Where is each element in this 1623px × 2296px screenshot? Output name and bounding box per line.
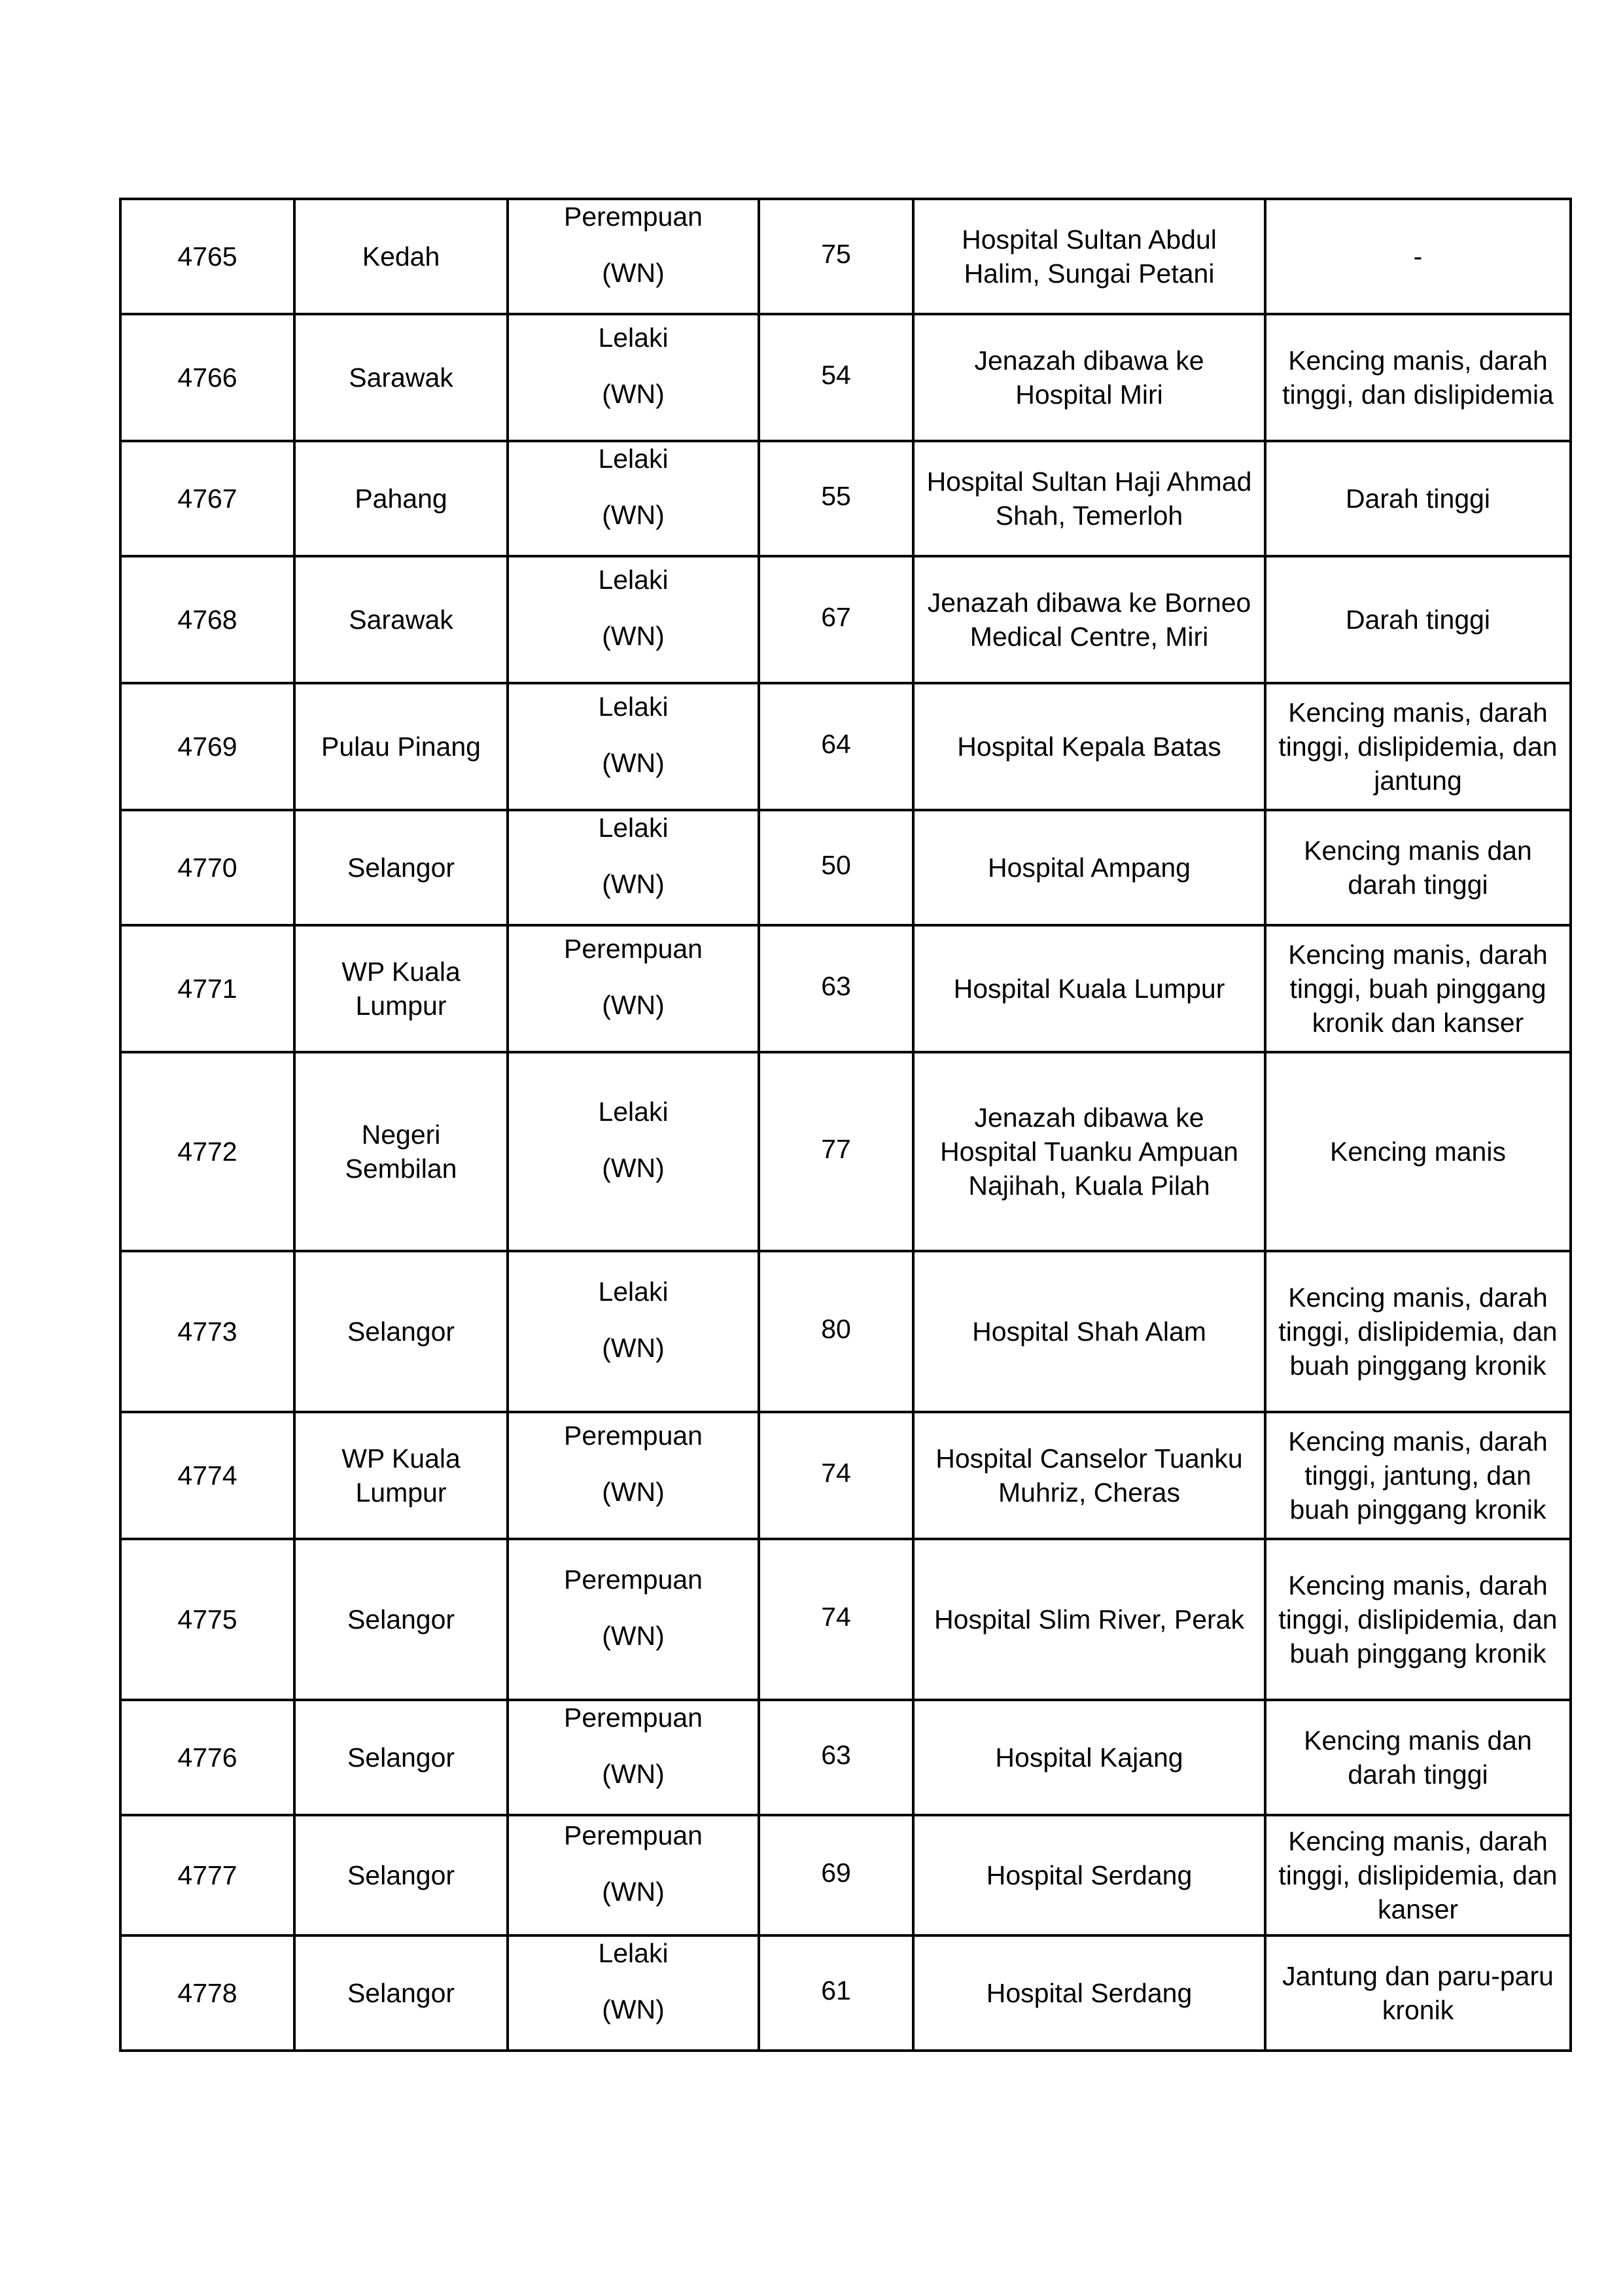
gender-cell	[508, 1052, 759, 1251]
gender-cell	[508, 1539, 759, 1700]
state-cell: Selangor	[294, 1935, 508, 2051]
state-cell: Selangor	[294, 1539, 508, 1700]
age-cell: 80	[759, 1251, 913, 1412]
age-cell: 50	[759, 810, 913, 925]
gender-text: Lelaki	[598, 1097, 669, 1127]
nationality-text: (WN)	[602, 1333, 665, 1363]
age-cell: 61	[759, 1935, 913, 2051]
gender-cell	[508, 810, 759, 925]
hospital-cell: Hospital Serdang	[913, 1815, 1265, 1935]
age-cell: 69	[759, 1815, 913, 1935]
death-cases-table	[119, 198, 1572, 2052]
state-cell: Selangor	[294, 1700, 508, 1815]
nationality-text: (WN)	[602, 621, 665, 651]
gender-cell	[508, 925, 759, 1052]
nationality-text: (WN)	[602, 1153, 665, 1183]
hospital-cell: Hospital Shah Alam	[913, 1251, 1265, 1412]
gender-cell	[508, 556, 759, 683]
table-row	[120, 441, 1571, 556]
hospital-cell: Hospital Kuala Lumpur	[913, 925, 1265, 1052]
table-row	[120, 1700, 1571, 1815]
gender-text: Lelaki	[598, 1277, 669, 1307]
gender-cell	[508, 1412, 759, 1539]
age-cell: 54	[759, 314, 913, 441]
nationality-text: (WN)	[602, 869, 665, 899]
gender-cell	[508, 1700, 759, 1815]
gender-text: Lelaki	[598, 565, 669, 595]
nationality-text: (WN)	[602, 258, 665, 288]
hospital-cell: Hospital Sultan Abdul Halim, Sungai Petani	[913, 199, 1265, 314]
gender-text: Perempuan	[564, 1421, 703, 1451]
gender-text: Perempuan	[564, 1564, 703, 1595]
gender-text: Perempuan	[564, 202, 703, 232]
case-number-cell: 4772	[120, 1052, 294, 1251]
comorbidity-cell: Kencing manis, darah tinggi, dan dislipidemia	[1265, 314, 1571, 441]
case-number-cell: 4769	[120, 683, 294, 810]
table-row	[120, 314, 1571, 441]
state-cell: WP Kuala Lumpur	[294, 925, 508, 1052]
table-row	[120, 1539, 1571, 1700]
state-cell: Pahang	[294, 441, 508, 556]
gender-cell	[508, 441, 759, 556]
nationality-text: (WN)	[602, 990, 665, 1020]
age-cell: 63	[759, 1700, 913, 1815]
nationality-text: (WN)	[602, 1621, 665, 1651]
comorbidity-cell: Jantung dan paru-paru kronik	[1265, 1935, 1571, 2051]
gender-cell	[508, 1935, 759, 2051]
nationality-text: (WN)	[602, 1994, 665, 2024]
age-cell: 75	[759, 199, 913, 314]
table-row	[120, 810, 1571, 925]
table-row	[120, 1935, 1571, 2051]
comorbidity-cell: Kencing manis, darah tinggi, dislipidemia, dan buah pinggang kronik	[1265, 1539, 1571, 1700]
comorbidity-cell: Kencing manis, darah tinggi, dislipidemia, dan kanser	[1265, 1815, 1571, 1935]
case-number-cell: 4766	[120, 314, 294, 441]
case-number-cell: 4768	[120, 556, 294, 683]
gender-text: Perempuan	[564, 1703, 703, 1733]
hospital-cell: Hospital Canselor Tuanku Muhriz, Cheras	[913, 1412, 1265, 1539]
nationality-text: (WN)	[602, 500, 665, 530]
state-cell: Negeri Sembilan	[294, 1052, 508, 1251]
age-cell: 74	[759, 1539, 913, 1700]
hospital-cell: Hospital Ampang	[913, 810, 1265, 925]
case-number-cell: 4770	[120, 810, 294, 925]
case-number-cell: 4773	[120, 1251, 294, 1412]
state-cell: Sarawak	[294, 314, 508, 441]
case-number-cell: 4771	[120, 925, 294, 1052]
table-row	[120, 683, 1571, 810]
hospital-cell: Hospital Serdang	[913, 1935, 1265, 2051]
hospital-cell: Hospital Slim River, Perak	[913, 1539, 1265, 1700]
age-cell: 64	[759, 683, 913, 810]
gender-cell	[508, 314, 759, 441]
nationality-text: (WN)	[602, 1877, 665, 1907]
comorbidity-cell: Kencing manis dan darah tinggi	[1265, 1700, 1571, 1815]
comorbidity-cell: Kencing manis	[1265, 1052, 1571, 1251]
comorbidity-cell: Kencing manis, darah tinggi, buah pinggang kronik dan kanser	[1265, 925, 1571, 1052]
table-row	[120, 1815, 1571, 1935]
comorbidity-cell: Kencing manis, darah tinggi, dislipidemia, dan jantung	[1265, 683, 1571, 810]
comorbidity-cell: Kencing manis, darah tinggi, dislipidemia, dan buah pinggang kronik	[1265, 1251, 1571, 1412]
state-cell: Kedah	[294, 199, 508, 314]
table-row	[120, 925, 1571, 1052]
nationality-text: (WN)	[602, 1759, 665, 1789]
gender-cell	[508, 1815, 759, 1935]
hospital-cell: Hospital Sultan Haji Ahmad Shah, Temerloh	[913, 441, 1265, 556]
case-number-cell: 4775	[120, 1539, 294, 1700]
gender-cell	[508, 1251, 759, 1412]
gender-cell	[508, 199, 759, 314]
hospital-cell: Jenazah dibawa ke Borneo Medical Centre, Miri	[913, 556, 1265, 683]
table-row	[120, 1412, 1571, 1539]
gender-text: Perempuan	[564, 1820, 703, 1850]
case-number-cell: 4765	[120, 199, 294, 314]
hospital-cell: Hospital Kepala Batas	[913, 683, 1265, 810]
state-cell: Selangor	[294, 810, 508, 925]
table-body	[120, 199, 1571, 2051]
age-cell: 67	[759, 556, 913, 683]
case-number-cell: 4777	[120, 1815, 294, 1935]
case-number-cell: 4774	[120, 1412, 294, 1539]
comorbidity-cell: Kencing manis dan darah tinggi	[1265, 810, 1571, 925]
hospital-cell: Hospital Kajang	[913, 1700, 1265, 1815]
table-row	[120, 556, 1571, 683]
gender-text: Lelaki	[598, 1938, 669, 1968]
gender-text: Lelaki	[598, 444, 669, 474]
age-cell: 63	[759, 925, 913, 1052]
comorbidity-cell: Darah tinggi	[1265, 441, 1571, 556]
comorbidity-cell: Darah tinggi	[1265, 556, 1571, 683]
age-cell: 74	[759, 1412, 913, 1539]
gender-cell	[508, 683, 759, 810]
gender-text: Lelaki	[598, 323, 669, 353]
hospital-cell: Jenazah dibawa ke Hospital Tuanku Ampuan Najihah, Kuala Pilah	[913, 1052, 1265, 1251]
table-row	[120, 1251, 1571, 1412]
nationality-text: (WN)	[602, 1477, 665, 1507]
gender-text: Lelaki	[598, 813, 669, 843]
comorbidity-cell: -	[1265, 199, 1571, 314]
gender-text: Perempuan	[564, 934, 703, 964]
comorbidity-cell: Kencing manis, darah tinggi, jantung, dan buah pinggang kronik	[1265, 1412, 1571, 1539]
case-number-cell: 4767	[120, 441, 294, 556]
state-cell: Sarawak	[294, 556, 508, 683]
age-cell: 55	[759, 441, 913, 556]
state-cell: Selangor	[294, 1251, 508, 1412]
state-cell: Selangor	[294, 1815, 508, 1935]
nationality-text: (WN)	[602, 379, 665, 409]
age-cell: 77	[759, 1052, 913, 1251]
nationality-text: (WN)	[602, 748, 665, 778]
state-cell: WP Kuala Lumpur	[294, 1412, 508, 1539]
case-number-cell: 4776	[120, 1700, 294, 1815]
hospital-cell: Jenazah dibawa ke Hospital Miri	[913, 314, 1265, 441]
gender-text: Lelaki	[598, 692, 669, 722]
table-row	[120, 1052, 1571, 1251]
case-number-cell: 4778	[120, 1935, 294, 2051]
table-row	[120, 199, 1571, 314]
state-cell: Pulau Pinang	[294, 683, 508, 810]
